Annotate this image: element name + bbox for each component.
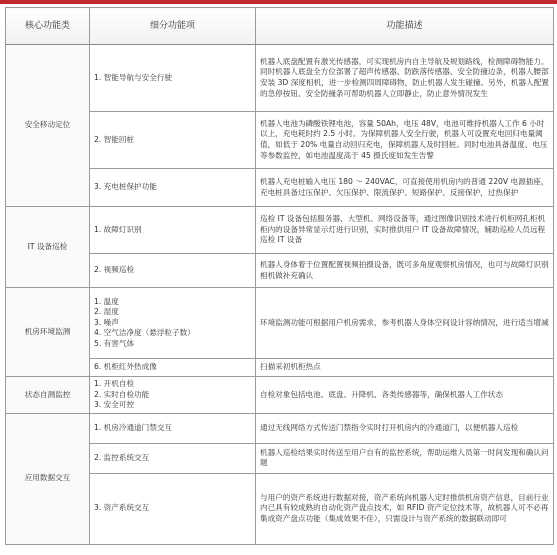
sub-item-cell: 2. 视频巡检 xyxy=(90,254,256,288)
sub-item-line: 2. 实时自检功能 xyxy=(94,389,150,399)
sub-item-line: 1. 开机自检 xyxy=(94,379,135,388)
description-cell: 通过无线网络方式传送门禁指令实时打开机房内的冷通道门，以便机器人巡检 xyxy=(256,413,554,443)
sub-item-line: 3. 噪声 xyxy=(94,317,119,327)
table-row xyxy=(6,288,554,359)
sub-item-line: 1. 温度 xyxy=(94,296,119,306)
description-cell: 环境监测功能可根据用户机房需求，参考机器人身体空间设计容纳情况，进行适当增减 xyxy=(256,288,554,359)
description-cell: 机器人电池为磷酸铁锂电池，容量 50Ah，电压 48V，电池可维持机器人工作 6 小时以上，充电耗时约 2.5 小时。为保障机器人安全行驶，机器人可设置充电回归电量阈值，如低于 20% 电量自动回归充电，保障机器人及时回桩。同时电池具备温度、电压等参数监控，如电池温度高于 45 摄氏度如发生告警 xyxy=(256,112,554,169)
table-row xyxy=(6,45,554,112)
description-cell: 巡检 IT 设备包括服务器、大型机、网络设备等，通过图像识别技术进行机柜网孔柜机柜内的设备异常显示灯进行识别，实时推供用户 IT 设备故障情况，辅助巡检人员远程巡检 IT 设备 xyxy=(256,207,554,254)
sub-item-cell xyxy=(90,288,256,359)
sub-item-cell: 3. 充电桩保护功能 xyxy=(90,169,256,207)
description-cell: 自检对象包括电池、底盘、升降机、各类传感器等，确保机器人工作状态 xyxy=(256,377,554,414)
sub-item-line: 2. 湿度 xyxy=(94,307,119,317)
description-cell: 机器人充电桩输入电压 180 ～ 240VAC，可直接使用机房内的普通 220V 电源插座，充电桩具备过压保护、欠压保护、限流保护、短路保护、反接保护，过热保护 xyxy=(256,169,554,207)
sub-item-cell: 6. 机柜红外热成像 xyxy=(90,359,256,377)
sub-item-cell: 1. 机房冷通道门禁交互 xyxy=(90,413,256,443)
description-cell: 扫描采初机柜热点 xyxy=(256,359,554,377)
sub-item-cell: 1. 故障灯识别 xyxy=(90,207,256,254)
table-row xyxy=(6,377,554,414)
category-cell: 应用数据交互 xyxy=(6,413,90,544)
sub-item-cell: 3. 资产系统交互 xyxy=(90,473,256,544)
header-sub-item: 细分功能项 xyxy=(90,8,256,45)
sub-item-line: 4. 空气洁净度（悬浮粒子数） xyxy=(94,328,195,338)
sub-item-cell: 2. 智能回桩 xyxy=(90,112,256,169)
description-cell: 机器人底盘配置有激光传感器，可实现机房内自主导航及规划路线，检测障碍物能力。同时机器人底盘全方位部署了超声传感器、防跌落传感器、安全防撞边条，机器人腰部安装 3D 深度相机，进一步检测四周障碍物，防止机器人发生碰撞。另外，机器人配置的急停按钮、安全防撞条可帮助机器人立即静止，防止意外情况发生 xyxy=(256,45,554,112)
category-cell: 安全移动定位 xyxy=(6,45,90,207)
top-accent-bar xyxy=(0,0,557,4)
header-description: 功能描述 xyxy=(256,8,554,45)
table-row xyxy=(6,207,554,254)
description-cell: 机器人身体着于位置配置视频拍摄设备，既可多角度观察机房情况，也可与故障灯识别相机做补充确认 xyxy=(256,254,554,288)
function-table xyxy=(5,7,554,545)
header-core-category: 核心功能类 xyxy=(6,8,90,45)
sub-item-cell: 1. 智能导航与安全行驶 xyxy=(90,45,256,112)
category-cell: 状态自测监控 xyxy=(6,377,90,414)
sub-item-line: 3. 安全可控 xyxy=(94,400,135,410)
table-header-row xyxy=(6,8,554,45)
category-cell: 机房环境监测 xyxy=(6,288,90,377)
description-cell: 机器人巡检结果实时传送至用户自有的监控系统，帮助运维人员第一时间发现和确认问题 xyxy=(256,443,554,473)
table-row xyxy=(6,413,554,443)
sub-item-line: 5. 有害气体 xyxy=(94,338,135,348)
sub-item-cell: 2. 监控系统交互 xyxy=(90,443,256,473)
description-cell: 与用户的资产系统进行数据对接，资产系统向机器人定时推供机房资产信息，目前行业内已具有较成熟的自动化资产盘点技术，如 RFID 资产定位技术等，故机器人可不必再集成资产盘点功能（集成效果不佳），只需设计与资产系统的数据联动即可 xyxy=(256,473,554,544)
sub-item-cell xyxy=(90,377,256,414)
category-cell: IT 设备巡检 xyxy=(6,207,90,288)
